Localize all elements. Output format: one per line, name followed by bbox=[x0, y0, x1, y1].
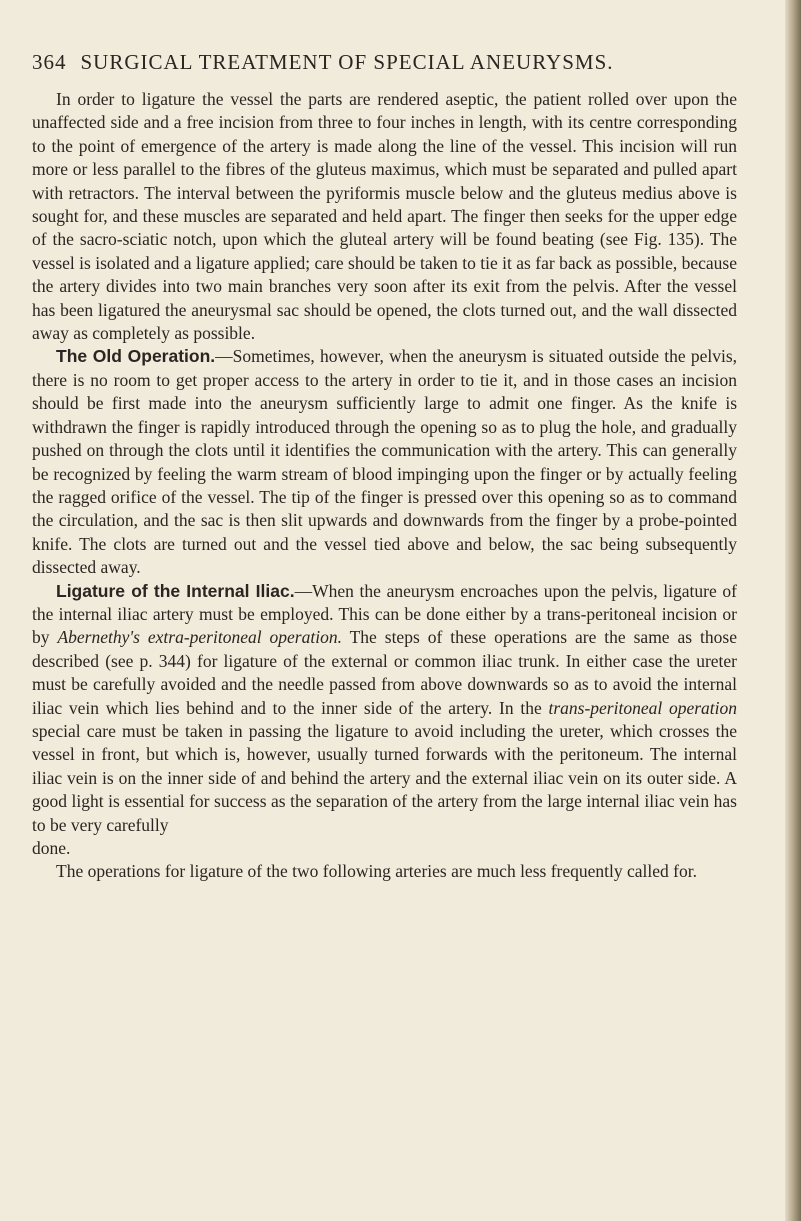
running-title: SURGICAL TREATMENT OF SPECIAL ANEURYSMS. bbox=[80, 50, 614, 74]
paragraph-tail: done. bbox=[32, 838, 71, 858]
paragraph-internal-iliac bbox=[32, 580, 737, 837]
old-operation-text: —Sometimes, however, when the aneurysm is situated outside the pelvis, there is no room to get proper access to the artery in order to tie it, and in those cases an incision should be first made into the aneurysm sufficiently large to admit one finger. As the knife is withdrawn the finger is rapidly introduced through the opening so as to plug the hole, and gradually pushed on through the clots until it identifies the communication with the artery. This can generally be recognized by feeling the warm stream of blood impinging upon the finger or by actually feeling the ragged orifice of the vessel. The tip of the finger is pressed over this opening so as to command the circulation, and the sac is then slit upwards and downwards from the finger by a probe-pointed knife. The clots are turned out and the vessel tied above and below, the sac being subsequently dissected away. bbox=[32, 346, 738, 578]
internal-iliac-text-c: special care must be taken in passing the ligature to avoid including the ureter, which crosses the vessel in front, but which is, however, usually turned forwards with the peritoneum. The internal iliac vein is on the inner side of and behind the artery and the external iliac vein on its outer side. A good light is essential for success as the separation of the artery from the large internal iliac vein has to be very carefully bbox=[32, 720, 737, 835]
page-number: 364 bbox=[32, 50, 67, 74]
trans-peritoneal-term: trans-peritoneal operation bbox=[548, 697, 738, 718]
paragraph-old-operation bbox=[32, 345, 737, 579]
section-heading-old-operation: The Old Operation. bbox=[56, 346, 216, 367]
body-text bbox=[32, 88, 737, 884]
internal-iliac-text-b: The steps of these operations are the same as those described (see p. 344) for ligature of the external or common iliac trunk. In either case the ureter must be carefully avoided and the needle passed from above downwards so as to avoid the internal iliac vein which lies behind and to the inner side of the artery. In the bbox=[32, 627, 737, 718]
running-head bbox=[32, 50, 737, 75]
abernethy-operation-term: Abernethy's extra-peritoneal operation. bbox=[57, 627, 342, 648]
internal-iliac-text-a: —When the aneurysm encroaches upon the pelvis, ligature of the internal iliac artery must be employed. This can be done either by a trans-peritoneal incision or by bbox=[32, 580, 737, 648]
section-heading-internal-iliac: Ligature of the Internal Iliac. bbox=[56, 580, 295, 601]
page-edge-shadow bbox=[785, 0, 801, 1221]
paragraph-following-arteries: The operations for ligature of the two following arteries are much less frequently called for. bbox=[56, 861, 697, 882]
paragraph-gluteal-ligature: In order to ligature the vessel the parts are rendered aseptic, the patient rolled over upon the unaffected side and a free incision from three to four inches in length, with its centre corresponding to the point of emergence of the artery is made along the line of the vessel. This incision will run more or less parallel to the fibres of the gluteus maximus, which must be separated and pulled apart with retractors. The interval between the pyriformis muscle below and the gluteus medius above is sought for, and these muscles are separated and held apart. The finger then seeks for the upper edge of the sacro-sciatic notch, upon which the gluteal artery will be found beating (see Fig. 135). The vessel is isolated and a ligature applied; care should be taken to tie it as far back as possible, because the artery divides into two main branches very soon after its exit from the pelvis. After the vessel has been ligatured the aneurysmal sac should be opened, the clots turned out, and the wall dissected away as completely as possible. bbox=[32, 89, 737, 344]
